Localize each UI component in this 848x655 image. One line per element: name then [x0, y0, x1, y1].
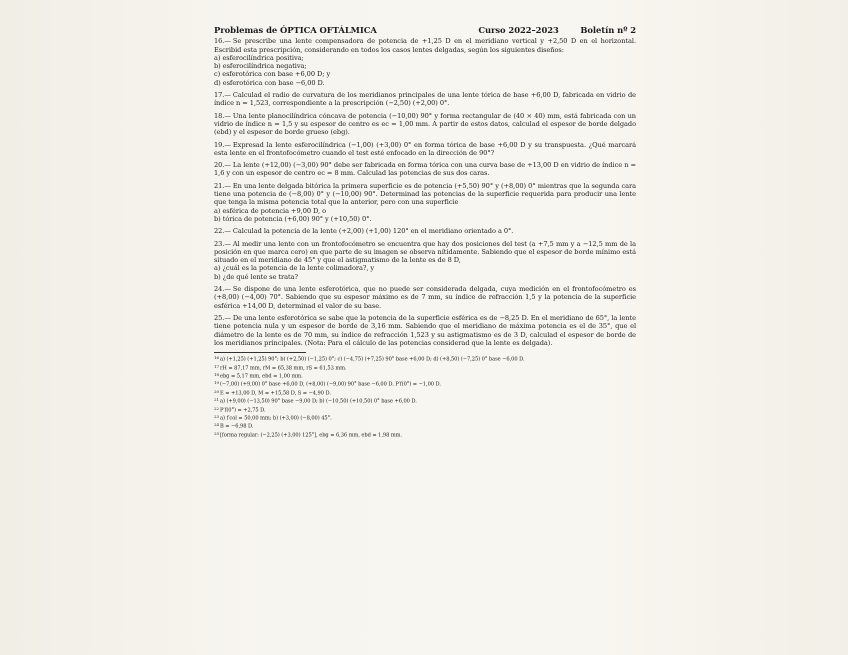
problem-16 — [214, 37, 636, 87]
footnote-19 — [214, 380, 636, 388]
header-course: Curso 2022–2023 — [478, 25, 559, 35]
footnote-23 — [214, 414, 636, 422]
problem-subitem: b) ¿de qué lente se trata? — [214, 272, 298, 281]
footnote-answer: (−7,00) (+9,00) 0° base +6,00 D, (+8,00) (−9,00) 90° base −6,00 D. P′f(0°) = −1,00 D. — [220, 381, 441, 388]
problem-number: 16.— — [214, 37, 231, 46]
problem-25 — [214, 314, 636, 347]
header-title: Problemas de ÓPTICA OFTÁLMICA — [214, 25, 377, 35]
footnote-number: 16 — [214, 355, 219, 361]
footnote-answer: a) f′col = 50,00 mm; b) (+3,00) (−8,00) 45°. — [220, 415, 332, 422]
footnote-20 — [214, 389, 636, 397]
footnote-24 — [214, 422, 636, 430]
problem-number: 20.— — [214, 161, 231, 170]
footnote-divider — [214, 352, 306, 353]
footnote-list — [214, 355, 636, 439]
problem-24 — [214, 285, 636, 310]
problem-statement: Se prescribe una lente compensadora de potencia de +1,25 D en el meridiano vertical y +2,50 D en el horizontal. Escribid esta prescripción, considerando en todos los casos lentes delgadas, según los siguientes diseños: — [214, 37, 636, 54]
footnote-number: 21 — [214, 397, 219, 403]
footnote-number: 18 — [214, 371, 219, 377]
problem-statement: La lente (+12,00) (−3,00) 90° debe ser fabricada en forma tórica con una curva base de +13,00 D en vidrio de índice n = 1,6 y con un espesor de centro ec = 8 mm. Calculad las potencias de sus dos caras. — [214, 161, 636, 178]
problem-number: 17.— — [214, 91, 231, 100]
footnote-16 — [214, 355, 636, 363]
problem-subitem: d) esferotórica con base −6,00 D. — [214, 78, 325, 87]
problem-statement: Se dispone de una lente esferotórica, que no puede ser considerada delgada, cuya medición en el frontofocómetro es (+8,00) (−4,00) 70°. Sabiendo que su espesor máximo es de 7 mm, su índice de refracción 1,5 y la potencia de la superficie esférica +14,00 D, determinad el valor de su base. — [214, 285, 636, 310]
problem-statement: Una lente planocilíndrica cóncava de potencia (−10,00) 90° y forma rectangular de (40 × 40) mm, está fabricada con un vidrio de índice n = 1,5 y su espesor de centro es ec = 1,00 mm. A partir de estos datos, calculad el espesor de borde delgado (ebd) y el espesor de borde grueso (ebg). — [214, 111, 636, 137]
problem-22 — [214, 227, 636, 235]
header-bulletin: Boletín nº 2 — [580, 25, 636, 35]
footnote-number: 23 — [214, 413, 219, 419]
footnote-22 — [214, 406, 636, 414]
problem-20 — [214, 161, 636, 178]
problem-subitem: a) esferocilíndrica positiva; — [214, 53, 304, 62]
footnote-answer: rH = 87,17 mm, rM = 65,38 mm, rS = 61,53 mm. — [220, 365, 347, 371]
problem-number: 23.— — [214, 239, 231, 248]
problem-21 — [214, 182, 636, 223]
footnote-answer: a) (+9,00) (−13,50) 90° base −9,00 D; b) (−10,50) (+10,50) 0° base +6,00 D. — [220, 398, 417, 405]
footnote-21 — [214, 397, 636, 405]
footnote-number: 19 — [214, 380, 219, 386]
problem-number: 22.— — [214, 227, 231, 236]
footnote-answer: [forma regular: (−2,25) (+3,00) 125°], ebg = 6,36 mm, ebd = 1,98 mm. — [220, 432, 402, 439]
problem-19 — [214, 141, 636, 158]
problem-list — [214, 37, 636, 347]
footnote-25 — [214, 431, 636, 439]
problem-subitem: c) esferotórica con base +6,00 D; y — [214, 70, 331, 79]
problem-statement: Calculad la potencia de la lente (+2,00) (+1,00) 120° en el meridiano orientado a 0°. — [232, 227, 514, 236]
problem-subitems — [214, 264, 636, 281]
problem-subitem: b) tórica de potencia (+6,00) 90° y (+10,50) 0°. — [214, 214, 372, 223]
footnote-answer: P′f(0°) = +2,75 D. — [220, 407, 266, 414]
footnote-number: 24 — [214, 422, 219, 428]
problem-number: 19.— — [214, 140, 231, 149]
problem-statement: En una lente delgada bitórica la primera superficie es de potencia (+5,50) 90° y (+8,00) 0° mientras que la segunda cara tiene una potencia de (−8,00) 0° y (−10,00) 90°. Determinad las potencias de la superficie requerida para producir una lente que tenga la misma potencia total que la anterior, pero con una superficie — [214, 181, 636, 207]
problem-subitems — [214, 54, 636, 87]
problem-17 — [214, 91, 636, 108]
problem-23 — [214, 240, 636, 281]
footnote-18 — [214, 372, 636, 380]
page-header — [214, 26, 636, 34]
problem-statement: Calculad el radio de curvatura de los meridianos principales de una lente tórica de base +6,00 D, fabricada en vidrio de índice n = 1,523, correspondiente a la prescripción (−2,50) (+2,00) 0°. — [214, 91, 636, 108]
problem-sheet — [214, 26, 636, 439]
footnote-number: 22 — [214, 405, 219, 411]
problem-subitems — [214, 207, 636, 224]
problem-number: 24.— — [214, 285, 231, 294]
footnote-number: 25 — [214, 430, 219, 436]
footnote-number: 20 — [214, 388, 219, 394]
problem-subitem: a) ¿cuál es la potencia de la lente colimadora?, y — [214, 264, 375, 273]
problem-statement: Expresad la lente esferocilíndrica (−1,00) (+3,00) 0° en forma tórica de base +6,00 D y su transpuesta. ¿Qué marcará esta lente en el frontofocómetro cuando el test esté enfocado en la dirección de 90°? — [214, 140, 636, 157]
problem-statement: Al medir una lente con un frontofocómetro se encuentra que hay dos posiciones del test (a +7,5 mm y a −12,5 mm de la posición en que marca cero) en que parte de su imagen se observa nítidamente. Sabiendo que el espesor de borde mínimo está situado en el meridiano de 45° y que el astigmatismo de la lente es de 8 D, — [214, 239, 636, 265]
footnote-answer: B = −6,98 D. — [220, 423, 254, 430]
footnote-17 — [214, 364, 636, 372]
footnote-answer: ebg = 5,17 mm, ebd = 1,00 mm. — [220, 373, 303, 380]
problem-18 — [214, 112, 636, 137]
footnote-answer: a) (+1,25) (+1,25) 90°; b) (+2,50) (−1,25) 0°; c) (−4,75) (+7,25) 90° base +6,00 D; d) (+8,50) (−7,25) 0° base −6,00 D. — [220, 356, 525, 363]
problem-number: 21.— — [214, 181, 231, 190]
problem-statement: De una lente esferotórica se sabe que la potencia de la superficie esférica es de −8,25 D. En el meridiano de 65°, la lente tiene potencia nula y un espesor de borde de 3,16 mm. Sabiendo que el meridiano de máxima potencia es el de 35°, que el diámetro de la lente es de 70 mm, su índice de refracción 1,523 y su astigmatismo es de 3 D, calculad el espesor de borde de los meridianos principales. (Nota: Para el cálculo de las potencias considerad que la lente es delgada). — [214, 313, 636, 347]
problem-number: 18.— — [214, 111, 231, 120]
problem-number: 25.— — [214, 313, 231, 322]
footnote-answer: E = +13,00 D, M = +15,58 D, S = −4,90 D. — [220, 390, 331, 397]
problem-subitem: a) esférica de potencia +9,00 D, o — [214, 206, 327, 215]
problem-subitem: b) esferocilíndrica negativa; — [214, 62, 307, 71]
footnote-number: 17 — [214, 363, 219, 369]
